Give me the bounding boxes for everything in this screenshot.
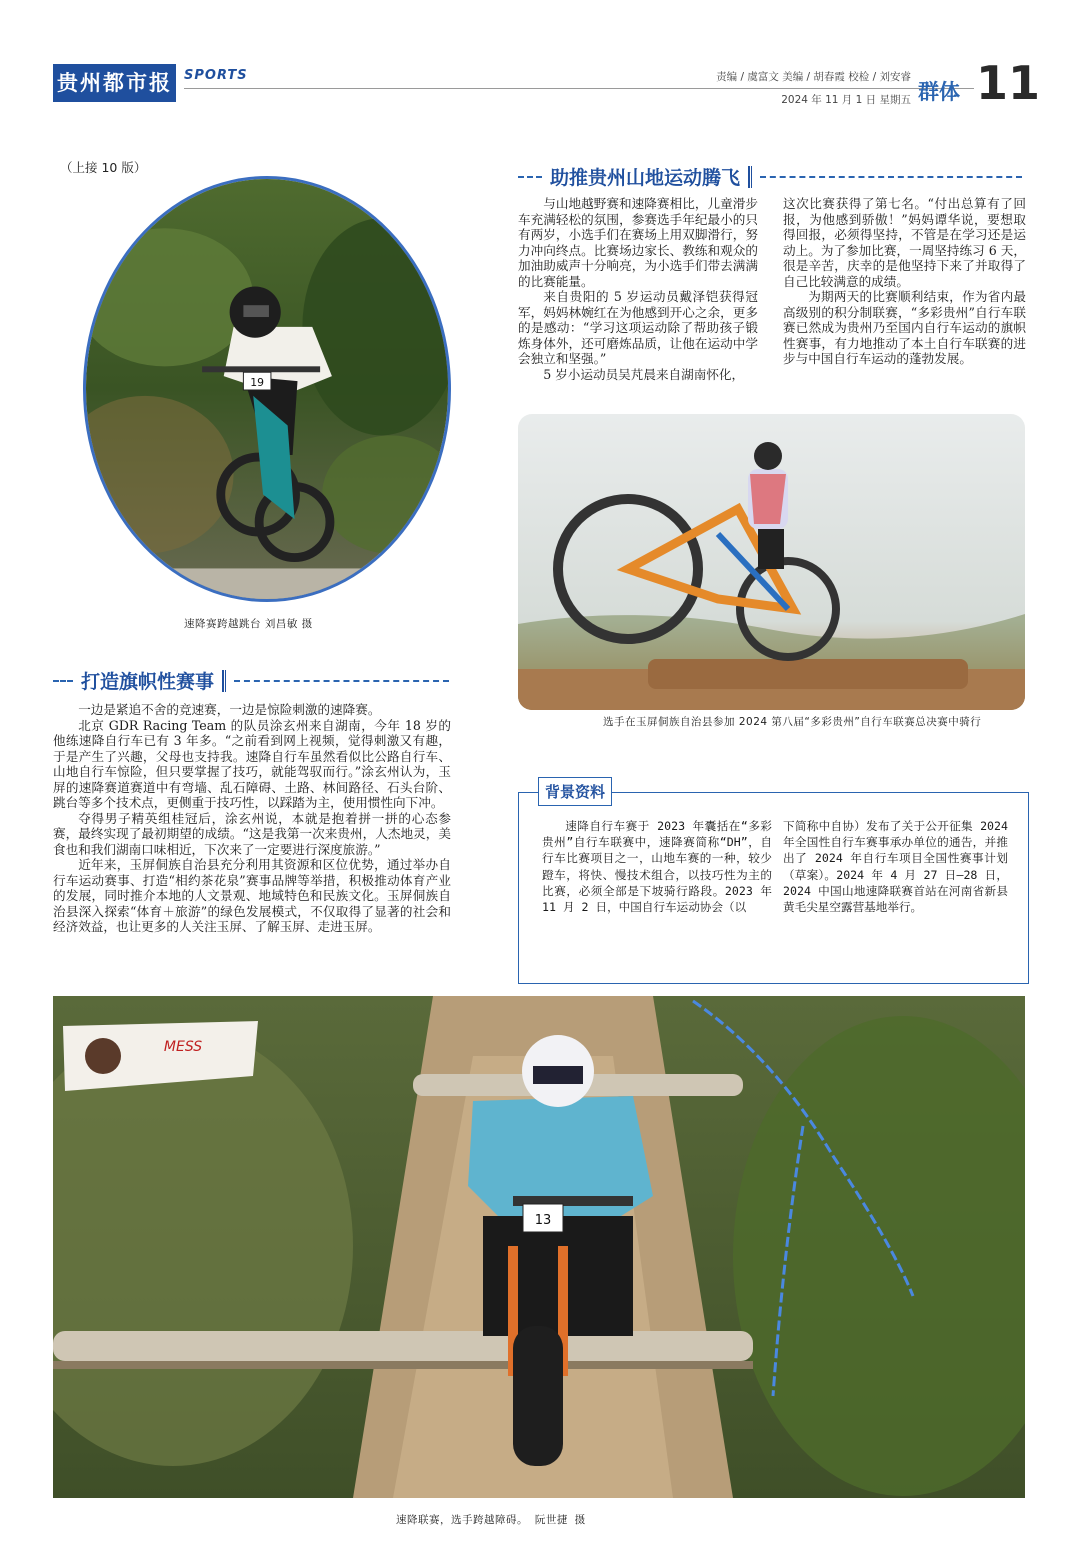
page-number: 11 xyxy=(976,56,1041,110)
issue-date: 2024 年 11 月 1 日 星期五 xyxy=(781,94,911,106)
section-title-support: 助推贵州山地运动腾飞 xyxy=(550,167,741,189)
photo-mtb-wheelie-image xyxy=(518,414,1025,710)
paragraph: 夺得男子精英组桂冠后，涂玄州说，本就是抱着拼一拼的心态参赛，最终实现了最初期望的成绩。“这是我第一次来贵州，人杰地灵，美食也和我们湖南口味相近，下次来了一定要进行深度旅游。” xyxy=(53,810,451,857)
photo-mtb-wheelie xyxy=(518,414,1025,710)
heading-dash xyxy=(760,176,1022,178)
paragraph: 一边是紧追不舍的竞速赛，一边是惊险刺激的速降赛。 xyxy=(78,702,381,717)
svg-text:MESS: MESS xyxy=(163,1039,203,1055)
heading-dash xyxy=(53,680,73,682)
section-title-flagship: 打造旗帜性赛事 xyxy=(81,671,215,693)
photo3-caption: 速降联赛，选手跨越障碍。 阮世捷 摄 xyxy=(396,1514,586,1526)
paragraph: 来自贵阳的 5 岁运动员戴泽铠获得冠军，妈妈林婉红在为他感到开心之余，更多的是感动：“学习这项运动除了帮助孩子锻炼身体外，还可磨炼品质，让他在运动中学会独立和坚强。” xyxy=(518,289,758,366)
paragraph: 速降自行车赛于 2023 年囊括在“多彩贵州”自行车联赛中，速降赛简称“DH”，自行车比赛项目之一，山地车赛的一种，较少蹬车，将快、慢技术组合，以技巧性为主的比赛，必须全部是下坡骑行路段。2023 年 11 月 2 日，中国自行车运动协会（以 xyxy=(542,819,772,915)
masthead-logo: 贵州都市报 xyxy=(53,64,176,102)
paragraph: 近年来，玉屏侗族自治县充分利用其资源和区位优势，通过举办自行车运动赛事、打造“相约茶花泉”赛事品牌等举措，积极推动体育产业的发展，同时推介本地的人文景观、地域特色和民族文化。玉屏侗族自治县深入探索“体育＋旅游”的绿色发展模式，不仅取得了显著的社会和经济效益，也让更多的人关注玉屏、了解玉屏、走进玉屏。 xyxy=(53,857,451,934)
heading-bar xyxy=(748,166,752,188)
section2-column-left xyxy=(518,196,758,382)
photo-jump-platform-image xyxy=(86,179,448,599)
section1-body xyxy=(53,702,451,935)
photo2-caption: 选手在玉屏侗族自治县参加 2024 第八届“多彩贵州”自行车联赛总决赛中骑行 xyxy=(603,716,982,728)
background-column-right xyxy=(783,818,1008,915)
photo1-caption: 速降赛跨越跳台 刘昌敏 摄 xyxy=(184,618,313,630)
section-heading-support xyxy=(518,163,1022,190)
section2-column-right xyxy=(783,196,1026,367)
paragraph: 下简称中自协）发布了关于公开征集 2024 年全国性自行车赛事承办单位的通告，并推出了 2024 年自行车项目全国性赛事计划（草案）。2024 年 4 月 27 日—28 日，2024 中国山地速降联赛首站在河南省新县黄毛尖星空露营基地举行。 xyxy=(783,819,1008,915)
section-name: 群体 xyxy=(918,80,960,104)
paragraph: 为期两天的比赛顺利结束，作为省内最高级别的积分制联赛，“多彩贵州”自行车联赛已然成为贵州乃至国内自行车运动的旗帜性赛事，有力地推动了本土自行车联赛的进步与中国自行车运动的蓬勃发展。 xyxy=(783,289,1026,366)
header-rule xyxy=(184,88,974,89)
bib-number-19: 19 xyxy=(250,376,265,390)
paragraph: 北京 GDR Racing Team 的队员涂玄州来自湖南，今年 18 岁的他练速降自行车已有 3 年多。“之前看到网上视频，觉得刺激又有趣，于是产生了兴趣，父母也支持我。速降自行车虽然看似比公路自行车、山地自行车惊险，但只要掌握了技巧，就能驾驭而行。”涂玄州认为，玉屏的速降赛道赛道中有弯墙、乱石障碍、土路、林间路径、石头台阶、跳台等多个技术点，更侧重于技巧性，以踩踏为主，使用惯性向下冲。 xyxy=(53,717,451,810)
photo-downhill-obstacle xyxy=(53,996,1025,1498)
heading-bar xyxy=(222,670,226,692)
sports-label: SPORTS xyxy=(184,68,248,83)
background-label: 背景资料 xyxy=(538,777,612,806)
heading-dash xyxy=(518,176,542,178)
photo-downhill-obstacle-image xyxy=(53,996,1025,1498)
bib-number-13: 13 xyxy=(534,1213,552,1228)
background-column-left xyxy=(542,818,772,915)
paragraph: 这次比赛获得了第七名。“付出总算有了回报，为他感到骄傲！”妈妈谭华说，要想取得回报，必须得坚持，不管是在学习还是运动上。为了参加比赛，一周坚持练习 6 天，很是辛苦，庆幸的是他坚持下来了并取得了自己比较满意的成绩。 xyxy=(783,196,1026,289)
paragraph: 与山地越野赛和速降赛相比，儿童滑步车充满轻松的氛围，参赛选手年纪最小的只有两岁，小选手们在赛场上用双脚滑行，努力冲向终点。比赛场边家长、教练和观众的加油助威声十分响亮，为小选手们带去满满的比赛能量。 xyxy=(518,196,758,289)
heading-dash xyxy=(234,680,449,682)
photo-jump-platform xyxy=(83,176,451,602)
section-heading-flagship xyxy=(53,667,449,694)
editor-credits: 责编 / 虞富文 美编 / 胡春霞 校检 / 刘安睿 xyxy=(716,71,911,83)
paragraph: 5 岁小运动员吴芃晨来自湖南怀化， xyxy=(543,366,745,382)
continued-note: （上接 10 版） xyxy=(60,160,147,175)
